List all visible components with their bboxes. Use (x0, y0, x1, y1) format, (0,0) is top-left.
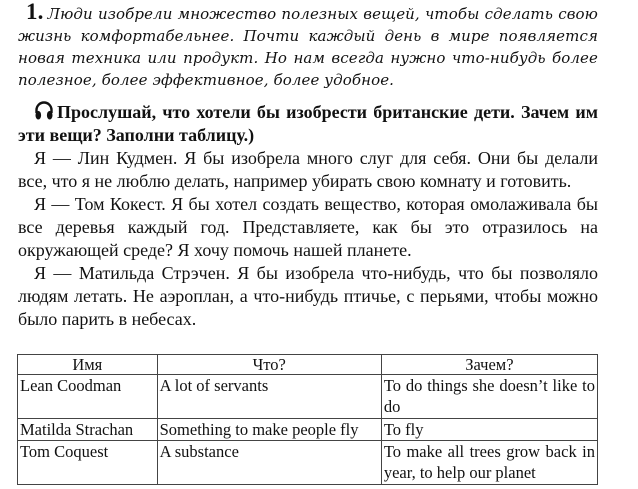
table-row (18, 441, 598, 485)
table-row (18, 375, 598, 419)
cell-why: To fly (381, 419, 597, 441)
cell-name: Tom Coquest (18, 441, 158, 485)
header-name: Имя (18, 355, 158, 375)
paragraph-matilda: Я — Матильда Стрэчен. Я бы изобрела что-нибудь, что бы позволяло людям летать. Не аэроплан, а что-нибудь птичье, с перьями, чтобы можно было парить в небесах. (18, 263, 598, 329)
header-what: Что? (157, 355, 381, 375)
cell-why: To make all trees grow back in year, to help our planet (381, 441, 597, 485)
cell-why: To do things she doesn’t like to do (381, 375, 597, 419)
cell-what: A lot of servants (157, 375, 381, 419)
exercise-block (18, 0, 598, 331)
paragraph-lean: Я — Лин Кудмен. Я бы изобрела много слуг для себя. Они бы делали все, что я не люблю делать, например убирать свою комнату и готовить. (18, 148, 598, 191)
exercise-intro (18, 0, 598, 91)
answers-table (17, 354, 598, 485)
task-instruction (18, 101, 598, 147)
cell-name: Lean Coodman (18, 375, 158, 419)
task-text: Прослушай, что хотели бы изобрести британские дети. Зачем им эти вещи? Заполни таблицу.) (18, 102, 598, 145)
cell-name: Matilda Strachan (18, 419, 158, 441)
table-header-row (18, 355, 598, 375)
table-row (18, 419, 598, 441)
cell-what: Something to make people fly (157, 419, 381, 441)
header-why: Зачем? (381, 355, 597, 375)
intro-text: Люди изобрели множество полезных вещей, чтобы сделать свою жизнь комфортабельнее. Почти каждый день в мире появляется новая техника или продукт. Но нам всегда нужно что-нибудь более полезное, более эффективное, более удобное. (18, 5, 598, 89)
cell-what: A substance (157, 441, 381, 485)
headphones-icon (34, 101, 54, 121)
paragraph-tom: Я — Том Кокест. Я бы хотел создать вещество, которая омолаживала бы все деревья каждый год. Представляете, как бы это отразилось на окружающей среде? Я хочу помочь нашей планете. (18, 194, 598, 260)
exercise-number: 1. (26, 0, 44, 24)
